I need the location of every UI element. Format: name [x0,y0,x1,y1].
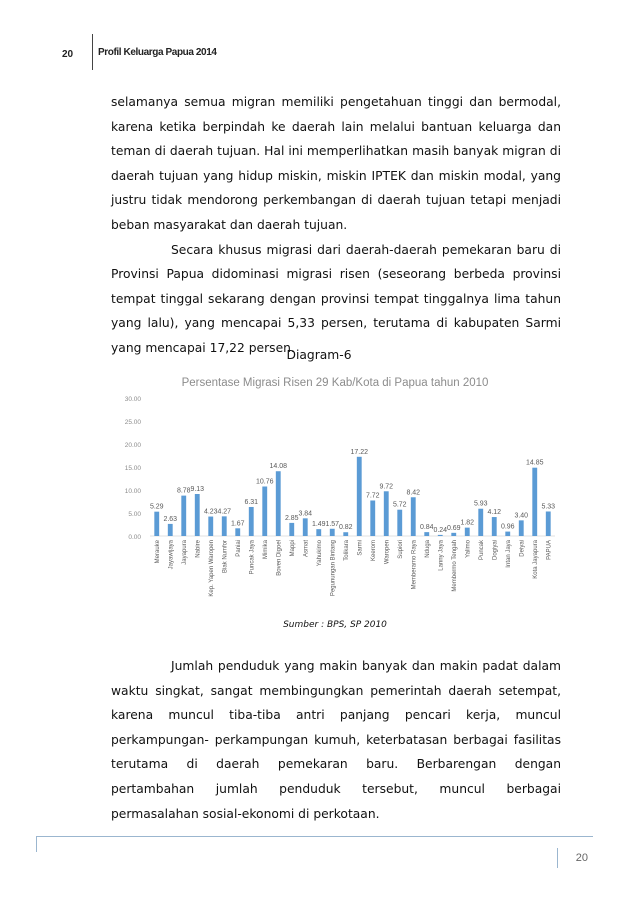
footer-rule [36,836,593,837]
chart-bar [465,528,470,536]
bar-value-label: 5.93 [473,500,488,508]
chart-source: Sumber : BPS, SP 2010 [283,620,387,630]
x-tick-label: Intan Jaya [505,540,512,568]
chart-bar [181,496,186,536]
y-tick-label: 10.00 [124,488,141,495]
chart-bar [289,523,294,536]
bar-value-label: 0.69 [446,524,461,532]
bar-value-label: 4.12 [487,509,502,517]
x-tick-label: Sarmi [357,540,364,556]
chart-bar [546,511,551,536]
bar-value-label: 0.82 [338,524,353,532]
body-text-top [111,90,561,361]
chart-bar [343,532,348,536]
bar-value-label: 7.72 [365,492,380,500]
chart-bar [478,509,483,536]
bar-value-label: 1.67 [230,520,245,528]
chart-bar [424,532,429,536]
x-tick-label: Keerom [370,540,377,562]
bar-value-label: 9.13 [190,486,205,494]
bar-value-label: 4.23 [203,508,218,516]
x-tick-label: Yahukimo [316,540,323,567]
bar-value-label: 14.08 [269,463,288,471]
bar-value-label: 1.82 [460,519,475,527]
bar-value-label: 8.78 [176,487,191,495]
paragraph-1: selamanya semua migran memiliki pengetahuan tinggi dan bermodal, karena ketika berpindah ke daerah lain melalui bantuan keluarga dan teman di daerah tujuan. Hal ini memperlihatkan masih banyak migran di daerah tujuan yang hidup miskin, miskin IPTEK dan miskin modal, yang justru tidak mendorong perkembangan di daerah tujuan tetapi menjadi beban masyarakat dan daerah tujuan. [111,95,561,232]
paragraph-3: Jumlah penduduk yang makin banyak dan makin padat dalam waktu singkat, sangat membingungkan pemerintah daerah setempat, karena muncul tiba-tiba antri panjang pencari kerja, muncul perkampungan- perkampungan kumuh, keterbatasan berbagai fasilitas terutama di daerah pemekaran baru. Berbarengan dengan pertambahan jumlah penduduk tersebut, muncul berbagai permasalahan sosial-ekonomi di perkotaan. [111,659,561,821]
x-tick-label: Deiyai [519,540,526,557]
bar-value-label: 10.76 [255,478,274,486]
x-tick-label: Yalimo [465,540,472,558]
chart-bar [154,512,159,536]
bar-value-label: 6.31 [244,498,259,506]
chart-bar [438,535,443,536]
chart-bar [235,528,240,536]
x-tick-label: Kota Jayapura [532,540,539,579]
chart-bar [330,529,335,536]
x-tick-label: PAPUA [546,540,553,560]
bar-value-label: 3.84 [298,510,313,518]
chart-bar [262,487,267,536]
x-tick-label: Membermo Tengah [451,540,458,592]
chart-bar [397,510,402,536]
chart-title: Persentase Migrasi Risen 29 Kab/Kota di Papua tahun 2010 [181,377,489,389]
x-tick-label: Nabire [195,540,202,558]
x-tick-label: Tolikara [343,540,350,561]
x-tick-label: Puncak Jaya [249,540,256,575]
chart-bar [532,468,537,536]
bar-value-label: 9.72 [379,483,394,491]
x-tick-label: Boven Digoel [276,540,283,576]
y-tick-label: 25.00 [124,419,141,426]
x-tick-label: Waropen [384,540,391,565]
x-tick-label: Biak Numfor [222,540,229,574]
chart-bar [357,457,362,536]
x-tick-label: Asmat [303,540,310,558]
x-tick-label: Nduga [424,540,431,558]
body-text-bottom [111,654,561,826]
chart-bar [384,491,389,536]
x-tick-label: Supiori [397,540,404,559]
x-tick-label: Mimika [262,540,269,559]
footer-page-number: 20 [557,848,588,868]
x-tick-label: Mappi [289,540,296,557]
x-tick-label: Dogiyai [492,540,499,561]
chart-bar [316,529,321,536]
x-tick-label: Lanny Jaya [438,540,445,571]
header-title: Profil Keluarga Papua 2014 [98,47,217,58]
chart-bar [276,471,281,536]
chart-bar [519,520,524,536]
bar-value-label: 1.49 [311,521,326,529]
bar-value-label: 1.57 [325,520,340,528]
bar-value-label: 0.24 [433,526,448,534]
x-tick-label: Merauke [154,540,161,564]
y-tick-label: 0.00 [128,534,141,541]
x-tick-label: Kep. Yapen Waropen [208,540,215,597]
migration-bar-chart [110,370,560,620]
x-tick-label: Jayapura [181,540,188,565]
y-tick-label: 30.00 [124,396,141,403]
page-header [62,42,217,66]
header-page-number: 20 [62,48,74,60]
chart-bar [370,500,375,536]
bar-value-label: 0.96 [500,523,515,531]
chart-bar [208,517,213,536]
y-tick-label: 5.00 [128,511,141,518]
paragraph-2: Secara khusus migrasi dari daerah-daerah pemekaran baru di Provinsi Papua didominasi migrasi risen (seseorang berbeda provinsi tempat tinggal sekarang dengan provinsi tempat tinggalnya lima tahun yang lalu), yang mencapai 5,33 persen, terutama di kabupaten Sarmi yang mencapai 17,22 persen. [111,242,561,355]
bar-value-label: 2.63 [163,515,178,523]
x-tick-label: Jayawijaya [168,540,175,570]
chart-bar [249,507,254,536]
x-tick-label: Memberamo Raya [411,540,418,590]
chart-bar [411,497,416,536]
y-tick-label: 15.00 [124,465,141,472]
bar-value-label: 5.29 [149,503,164,511]
bar-value-label: 3.40 [514,512,529,520]
chart-bar [303,518,308,536]
chart-bar [505,532,510,536]
footer-rule-left [36,836,37,852]
bar-value-label: 8.42 [406,489,421,497]
diagram-caption: Diagram-6 [286,348,352,362]
chart-bar [451,533,456,536]
y-tick-label: 20.00 [124,442,141,449]
bar-value-label: 0.84 [419,524,434,532]
chart-bar [168,524,173,536]
header-divider [92,34,93,70]
chart-bar [492,517,497,536]
bar-value-label: 5.72 [392,501,407,509]
bar-value-label: 14.85 [525,459,544,467]
x-tick-label: Pegunungan Bintang [330,540,337,597]
bar-value-label: 5.33 [541,503,556,511]
bar-value-label: 2.85 [284,514,299,522]
bar-value-label: 17.22 [350,448,369,456]
chart-bar [222,516,227,536]
bar-value-label: 4.27 [217,508,232,516]
x-tick-label: Paniai [235,540,242,557]
x-tick-label: Puncak [478,540,485,561]
chart-bar [195,494,200,536]
